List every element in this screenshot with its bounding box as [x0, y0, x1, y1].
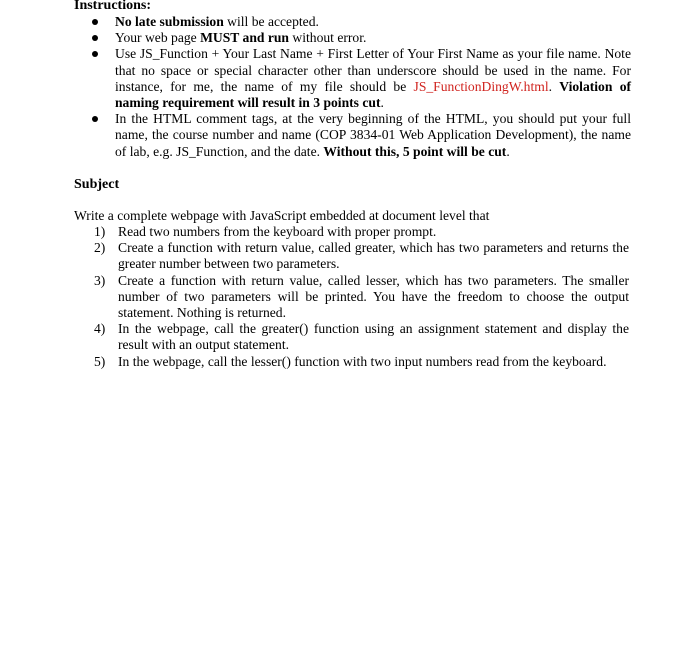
bullet-icon — [92, 19, 98, 25]
instruction-text: will be accepted. — [223, 14, 319, 29]
instruction-text: In the HTML comment tags, at the very beginning of the HTML, you should put your full name, the course number and name (COP 3834-01 Web Application Development), the name of lab, e.g. JS_Function, and the date. — [115, 111, 631, 159]
subject-intro: Write a complete webpage with JavaScript embedded at document level that — [74, 208, 490, 223]
instruction-text: without error. — [289, 30, 367, 46]
item-number: 2) — [94, 240, 106, 256]
subject-item — [94, 224, 629, 240]
instruction-emphasis: No late submission — [115, 14, 224, 29]
subject-item-text: Create a function with return value, called greater, which has two parameters and returns the greater number between two parameters. — [118, 240, 629, 272]
item-number: 4) — [94, 321, 106, 337]
instruction-item — [115, 14, 631, 30]
subject-item-text: In the webpage, call the lesser() function with two input numbers read from the keyboard. — [118, 353, 607, 369]
instruction-text: . — [548, 78, 560, 94]
instructions-heading: Instructions: — [74, 0, 152, 13]
subject-item — [94, 240, 629, 272]
instruction-emphasis: MUST and run — [200, 30, 289, 46]
instruction-text: . — [380, 95, 384, 111]
bullet-icon — [92, 116, 98, 122]
item-number: 5) — [94, 353, 106, 369]
item-number: 3) — [94, 272, 106, 288]
instruction-item — [115, 46, 631, 111]
instruction-text: Use JS_Function + Your Last Name + First Letter of Your First Name as your file name. Note that no space or special character other than underscore should be used in the name. For instance, for me, the name of my file should be — [115, 46, 631, 94]
subject-item — [94, 272, 629, 322]
instruction-text: Your web page — [115, 30, 201, 46]
subject-item-text: Read two numbers from the keyboard with proper prompt. — [118, 224, 437, 239]
instructions-list — [115, 14, 631, 160]
bullet-icon — [92, 51, 98, 57]
subject-heading: Subject — [74, 177, 120, 192]
item-number: 1) — [94, 224, 106, 239]
instruction-emphasis: Violation of naming requirement will result in 3 points cut — [115, 78, 632, 111]
subject-item — [94, 353, 629, 370]
subject-item-text: Create a function with return value, called lesser, which has two parameters. The smaller number of two parameters will be printed. You have the freedom to choose the output statement. Nothing is returned. — [118, 272, 629, 321]
example-filename: JS_FunctionDingW.html — [413, 78, 549, 94]
instruction-text: . — [506, 143, 510, 159]
subject-item-text: In the webpage, call the greater() function using an assignment statement and display the result with an output statement. — [118, 321, 629, 353]
instruction-item — [115, 30, 631, 46]
instruction-item — [115, 111, 631, 160]
bullet-icon — [92, 35, 98, 41]
subject-list — [94, 224, 629, 370]
subject-item — [94, 321, 629, 353]
instruction-emphasis: Without this, 5 point will be cut — [323, 143, 507, 159]
